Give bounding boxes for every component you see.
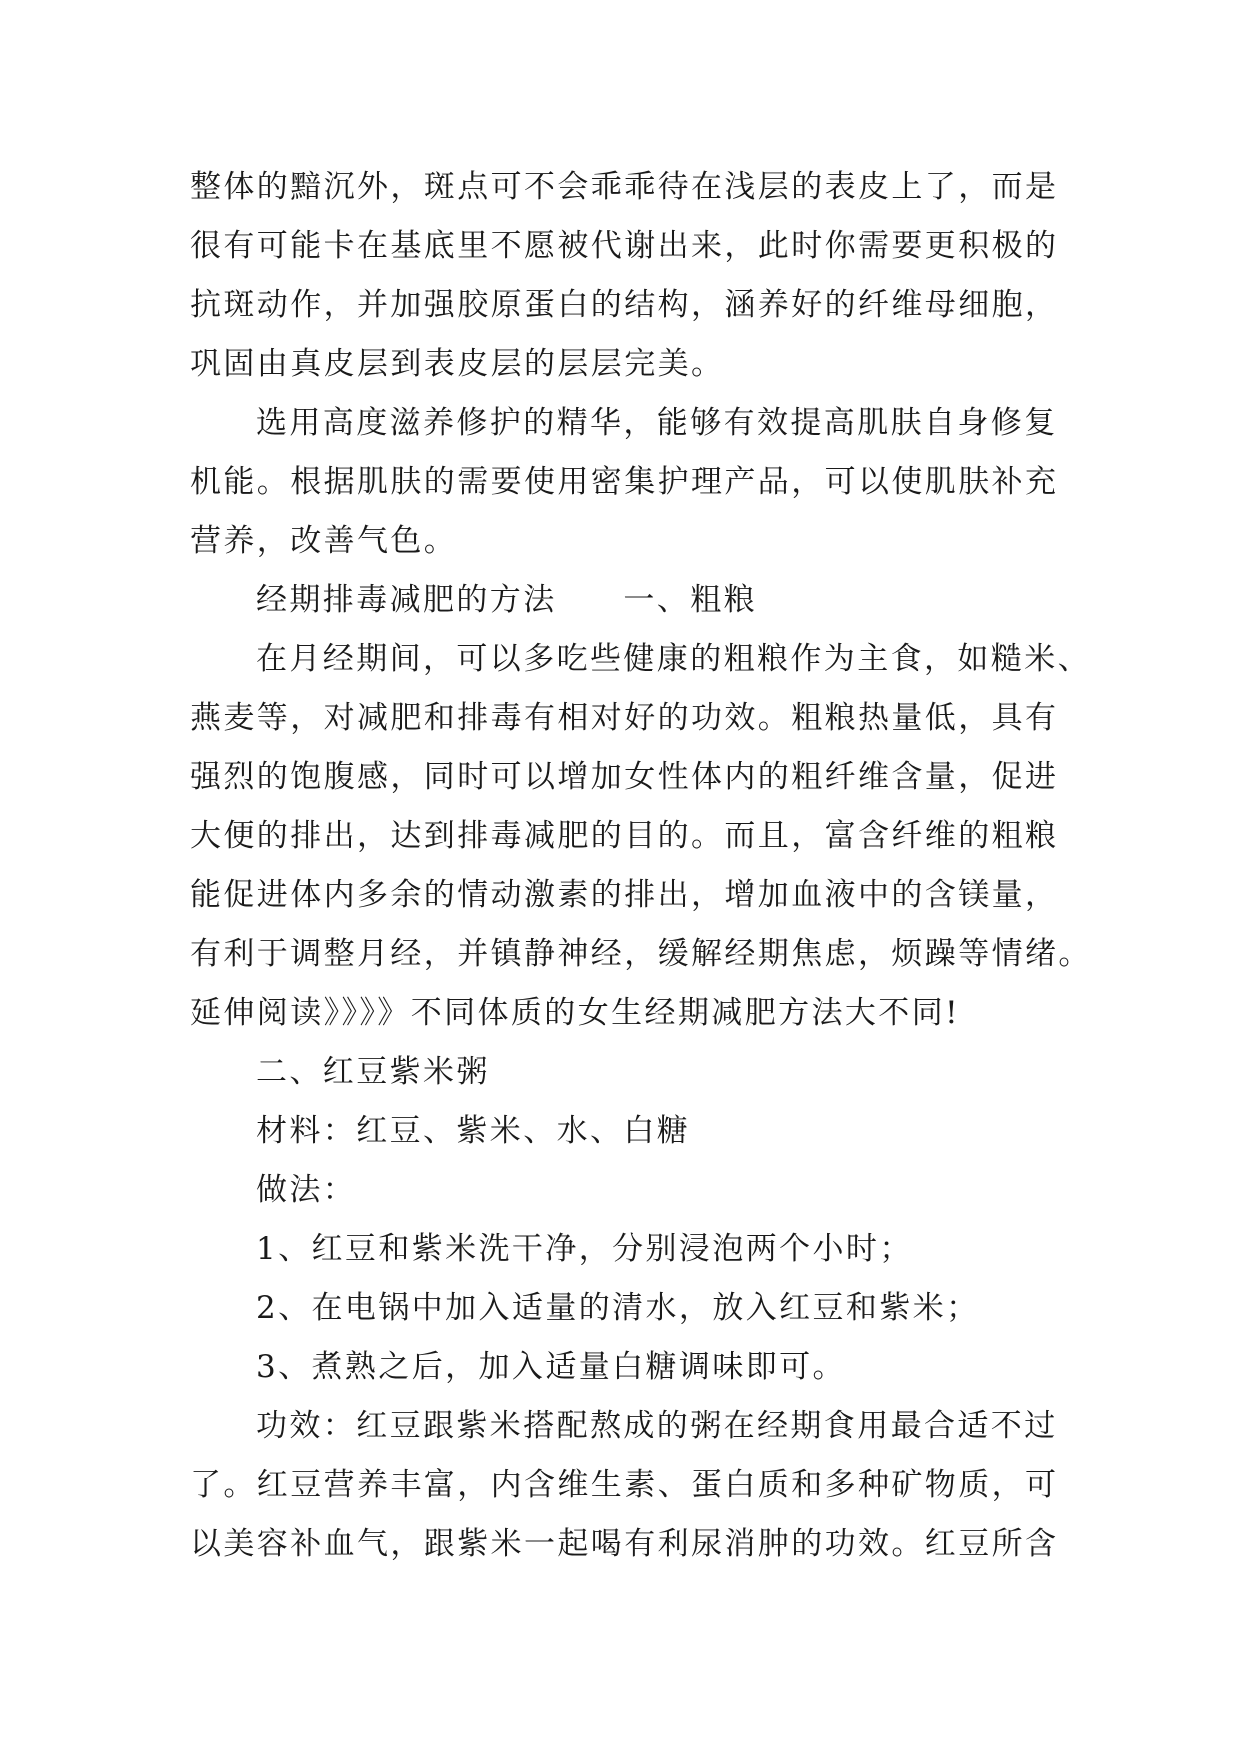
text-line: 材料：红豆、紫米、水、白糖 bbox=[256, 1113, 691, 1149]
text-line: 大便的排出，达到排毒减肥的目的。而且，富含纤维的粗粮 bbox=[190, 818, 1059, 854]
text-line: 燕麦等，对减肥和排毒有相对好的功效。粗粮热量低，具有 bbox=[190, 700, 1059, 736]
text-line: 在月经期间，可以多吃些健康的粗粮作为主食，如糙米、 bbox=[256, 641, 1091, 677]
text-line: 很有可能卡在基底里不愿被代谢出来，此时你需要更积极的 bbox=[190, 228, 1059, 264]
text-line: 延伸阅读》》》》不同体质的女生经期减肥方法大不同! bbox=[190, 995, 960, 1031]
text-line: 2、在电锅中加入适量的清水，放入红豆和紫米； bbox=[256, 1290, 980, 1326]
text-line: 二、红豆紫米粥 bbox=[256, 1054, 490, 1090]
text-line: 经期排毒减肥的方法 一、粗粮 bbox=[256, 582, 757, 618]
text-line: 功效：红豆跟紫米搭配熬成的粥在经期食用最合适不过 bbox=[256, 1408, 1058, 1444]
body-text bbox=[190, 158, 1092, 1574]
text-line: 整体的黯沉外，斑点可不会乖乖待在浅层的表皮上了，而是 bbox=[190, 169, 1059, 205]
text-line: 做法： bbox=[256, 1172, 357, 1208]
text-line: 有利于调整月经，并镇静神经，缓解经期焦虑，烦躁等情绪。 bbox=[190, 936, 1092, 972]
text-line: 抗斑动作，并加强胶原蛋白的结构，涵养好的纤维母细胞， bbox=[190, 287, 1059, 323]
text-line: 选用高度滋养修护的精华，能够有效提高肌肤自身修复 bbox=[256, 405, 1058, 441]
text-line: 机能。根据肌肤的需要使用密集护理产品，可以使肌肤补充 bbox=[190, 464, 1059, 500]
text-line: 了。红豆营养丰富，内含维生素、蛋白质和多种矿物质，可 bbox=[190, 1467, 1059, 1503]
text-line: 以美容补血气，跟紫米一起喝有利尿消肿的功效。红豆所含 bbox=[190, 1526, 1059, 1562]
text-line: 能促进体内多余的情动激素的排出，增加血液中的含镁量， bbox=[190, 877, 1059, 913]
text-line: 3、煮熟之后，加入适量白糖调味即可。 bbox=[256, 1349, 846, 1385]
text-line: 强烈的饱腹感，同时可以增加女性体内的粗纤维含量，促进 bbox=[190, 759, 1059, 795]
text-line: 营养，改善气色。 bbox=[190, 523, 458, 559]
text-line: 1、红豆和紫米洗干净，分别浸泡两个小时； bbox=[256, 1231, 913, 1267]
text-line: 巩固由真皮层到表皮层的层层完美。 bbox=[190, 346, 725, 382]
